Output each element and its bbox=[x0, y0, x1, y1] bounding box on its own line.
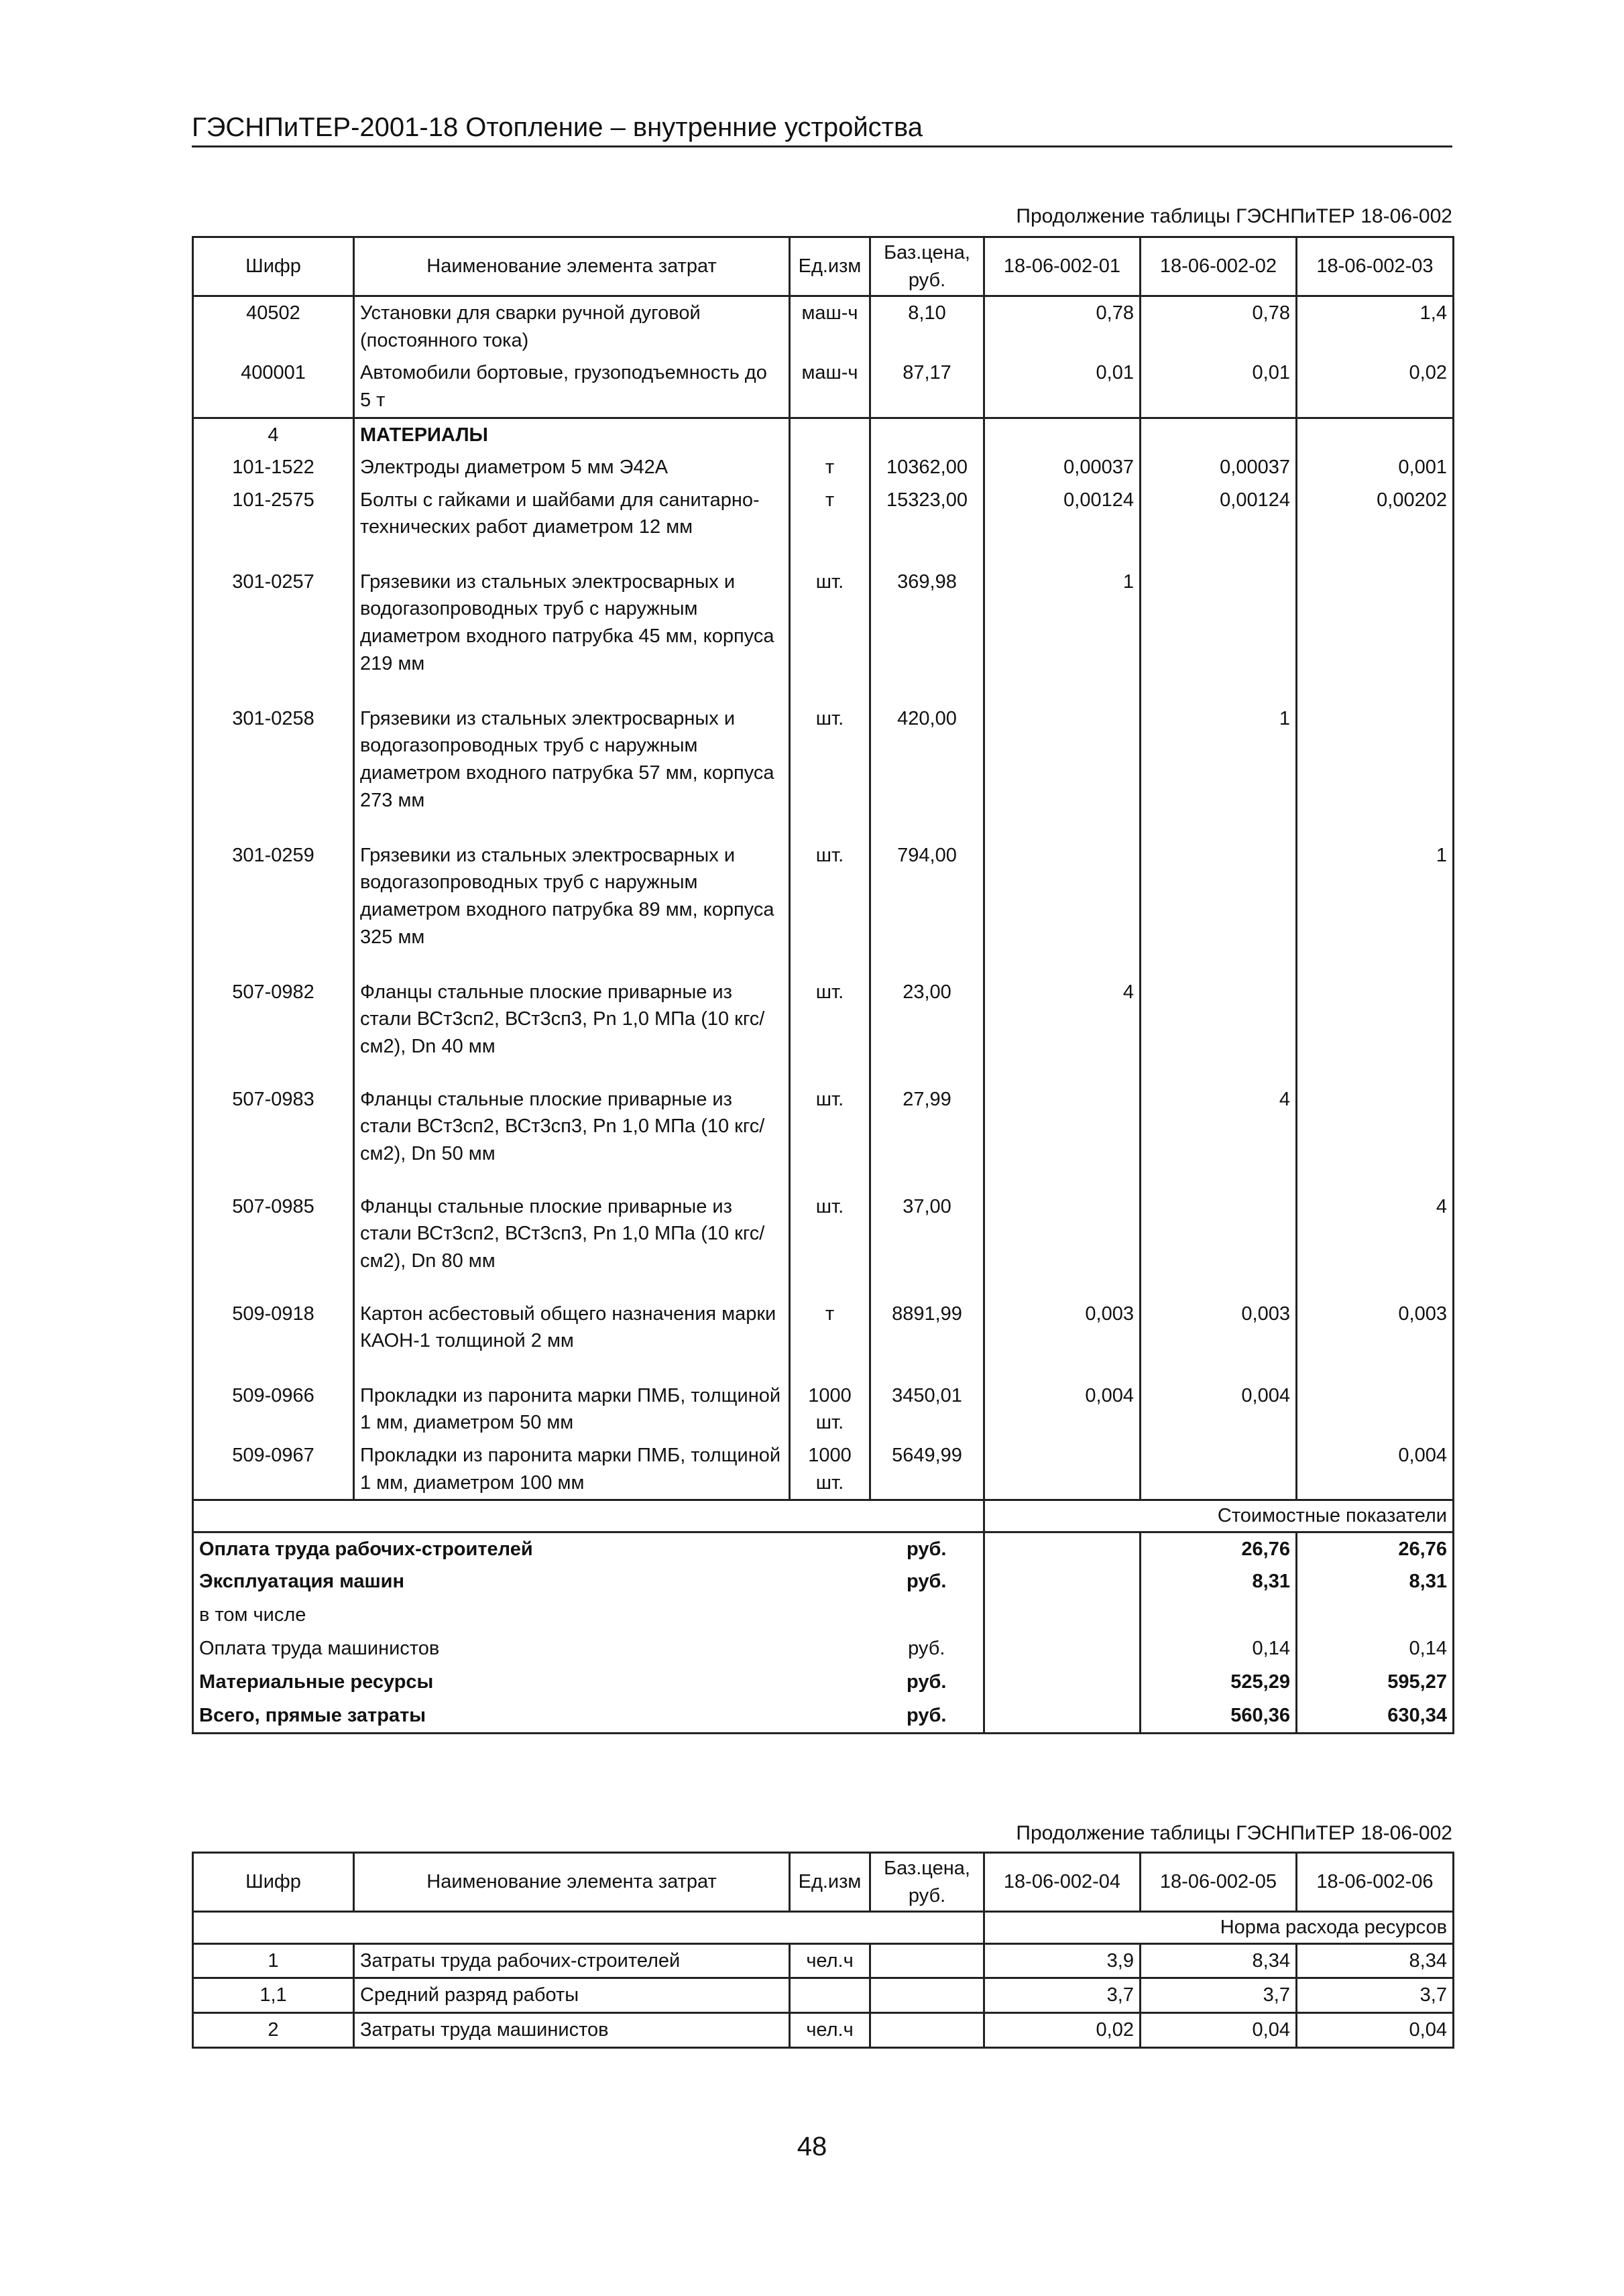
resource-price: 369,98 bbox=[870, 566, 984, 703]
resource-name: МАТЕРИАЛЫ bbox=[354, 418, 790, 451]
cost-row bbox=[193, 1565, 1454, 1599]
norm-value-04: 3,9 bbox=[984, 1943, 1141, 1978]
table-body bbox=[193, 1912, 1454, 2047]
cost-name: в том числе bbox=[193, 1599, 870, 1632]
cost-row bbox=[193, 1699, 1454, 1733]
cost-value-02: 8,31 bbox=[1297, 1565, 1454, 1599]
table-row bbox=[193, 418, 1454, 451]
resource-price: 87,17 bbox=[870, 357, 984, 418]
table-row bbox=[193, 484, 1454, 566]
norm-value-01 bbox=[984, 703, 1141, 839]
norm-value-03 bbox=[1297, 976, 1454, 1083]
norm-value-01 bbox=[984, 1083, 1141, 1191]
norm-value-03: 0,02 bbox=[1297, 357, 1454, 418]
resource-name: Электроды диаметром 5 мм Э42А bbox=[354, 451, 790, 484]
resource-code: 507-0982 bbox=[193, 976, 354, 1083]
resource-name: Грязевики из стальных электросварных и водогазопроводных труб с наружным диаметром входного патрубка 89 мм, корпуса 325 мм bbox=[354, 839, 790, 976]
cost-value-02: 0,14 bbox=[1297, 1632, 1454, 1666]
col-header-code: Шифр bbox=[193, 237, 354, 296]
col-header-name: Наименование элемента затрат bbox=[354, 237, 790, 296]
cost-value-01: 0,14 bbox=[1141, 1632, 1297, 1666]
norm-value-02 bbox=[1141, 839, 1297, 976]
norm-value-02 bbox=[1141, 1191, 1297, 1298]
resource-code: 507-0983 bbox=[193, 1083, 354, 1191]
cost-name: Эксплуатация машин bbox=[193, 1565, 870, 1599]
section-band-label: Стоимостные показатели bbox=[984, 1500, 1454, 1532]
cost-value-02: 26,76 bbox=[1297, 1532, 1454, 1565]
norm-value-02 bbox=[1141, 1439, 1297, 1500]
norm-value-02: 4 bbox=[1141, 1083, 1297, 1191]
norm-value-05: 3,7 bbox=[1141, 1978, 1297, 2013]
resource-unit: шт. bbox=[790, 839, 870, 976]
resource-price: 37,00 bbox=[870, 1191, 984, 1298]
col-header-norm-01: 18-06-002-01 bbox=[984, 237, 1141, 296]
resource-price: 10362,00 bbox=[870, 451, 984, 484]
section-band-row bbox=[193, 1912, 1454, 1944]
norm-value-02 bbox=[1141, 566, 1297, 703]
norm-value-02: 1 bbox=[1141, 703, 1297, 839]
resource-price: 5649,99 bbox=[870, 1439, 984, 1500]
cost-value-01: 26,76 bbox=[1141, 1532, 1297, 1565]
norm-value-06: 8,34 bbox=[1297, 1943, 1454, 1978]
resource-code: 507-0985 bbox=[193, 1191, 354, 1298]
cost-unit: руб. bbox=[870, 1532, 984, 1565]
resource-unit: маш-ч bbox=[790, 296, 870, 357]
cost-value-01: 560,36 bbox=[1141, 1699, 1297, 1733]
cost-value-01 bbox=[1141, 1599, 1297, 1632]
cost-price-empty bbox=[984, 1565, 1141, 1599]
resource-name: Прокладки из паронита марки ПМБ, толщиной 1 мм, диаметром 100 мм bbox=[354, 1439, 790, 1500]
resource-unit: т bbox=[790, 451, 870, 484]
resources-table bbox=[192, 236, 1454, 1734]
norm-value-03: 1 bbox=[1297, 839, 1454, 976]
norm-value-01: 0,00124 bbox=[984, 484, 1141, 566]
col-header-norm-04: 18-06-002-04 bbox=[984, 1853, 1141, 1912]
table-row bbox=[193, 1191, 1454, 1298]
norm-value-02 bbox=[1141, 418, 1297, 451]
resource-unit: чел.ч bbox=[790, 2012, 870, 2047]
resource-name: Автомобили бортовые, грузоподъемность до 5 т bbox=[354, 357, 790, 418]
resource-unit: чел.ч bbox=[790, 1943, 870, 1978]
cost-price-empty bbox=[984, 1666, 1141, 1699]
table-row bbox=[193, 1083, 1454, 1191]
resource-price bbox=[870, 418, 984, 451]
norm-value-01 bbox=[984, 839, 1141, 976]
norm-value-01: 4 bbox=[984, 976, 1141, 1083]
page-header: ГЭСНПиТЕР-2001-18 Отопление – внутренние устройства bbox=[192, 113, 1452, 147]
norm-value-03: 4 bbox=[1297, 1191, 1454, 1298]
resource-code: 40502 bbox=[193, 296, 354, 357]
cost-unit bbox=[870, 1599, 984, 1632]
table-row bbox=[193, 703, 1454, 839]
resource-code: 1,1 bbox=[193, 1978, 354, 2013]
norm-value-02: 0,01 bbox=[1141, 357, 1297, 418]
resource-unit bbox=[790, 418, 870, 451]
resource-unit bbox=[790, 1978, 870, 2013]
band-spacer bbox=[193, 1500, 984, 1532]
resource-price: 420,00 bbox=[870, 703, 984, 839]
resource-unit: шт. bbox=[790, 1191, 870, 1298]
norm-value-01 bbox=[984, 1439, 1141, 1500]
resource-name: Затраты труда машинистов bbox=[354, 2012, 790, 2047]
cost-price-empty bbox=[984, 1532, 1141, 1565]
resource-unit: т bbox=[790, 484, 870, 566]
cost-unit: руб. bbox=[870, 1632, 984, 1666]
col-header-unit: Ед.изм bbox=[790, 237, 870, 296]
resource-name: Фланцы стальные плоские приварные из стали ВСт3сп2, ВСт3сп3, Рn 1,0 МПа (10 кгс/см2), Dn 50 мм bbox=[354, 1083, 790, 1191]
cost-name: Оплата труда машинистов bbox=[193, 1632, 870, 1666]
cost-unit: руб. bbox=[870, 1699, 984, 1733]
cost-row bbox=[193, 1532, 1454, 1565]
resource-unit: 1000 шт. bbox=[790, 1439, 870, 1500]
cost-value-01: 8,31 bbox=[1141, 1565, 1297, 1599]
resource-unit: 1000 шт. bbox=[790, 1380, 870, 1439]
col-header-norm-03: 18-06-002-03 bbox=[1297, 237, 1454, 296]
table-continuation-caption: Продолжение таблицы ГЭСНПиТЕР 18-06-002 bbox=[1016, 205, 1452, 227]
resource-name: Средний разряд работы bbox=[354, 1978, 790, 2013]
norm-value-03: 0,001 bbox=[1297, 451, 1454, 484]
cost-price-empty bbox=[984, 1699, 1141, 1733]
norm-value-03 bbox=[1297, 1380, 1454, 1439]
norm-value-03 bbox=[1297, 1083, 1454, 1191]
resource-price bbox=[870, 1978, 984, 2013]
table-row bbox=[193, 1978, 1454, 2013]
table-row bbox=[193, 2012, 1454, 2047]
resource-code: 509-0918 bbox=[193, 1298, 354, 1380]
norm-value-04: 3,7 bbox=[984, 1978, 1141, 2013]
norm-value-03 bbox=[1297, 703, 1454, 839]
resource-code: 509-0966 bbox=[193, 1380, 354, 1439]
resource-unit: маш-ч bbox=[790, 357, 870, 418]
resource-price: 8,10 bbox=[870, 296, 984, 357]
resource-price bbox=[870, 2012, 984, 2047]
resource-unit: шт. bbox=[790, 1083, 870, 1191]
norm-value-02 bbox=[1141, 976, 1297, 1083]
norm-value-02: 0,78 bbox=[1141, 296, 1297, 357]
table-row bbox=[193, 1298, 1454, 1380]
norm-value-06: 0,04 bbox=[1297, 2012, 1454, 2047]
cost-row bbox=[193, 1666, 1454, 1699]
resource-unit: т bbox=[790, 1298, 870, 1380]
cost-name: Всего, прямые затраты bbox=[193, 1699, 870, 1733]
norm-value-02: 0,00037 bbox=[1141, 451, 1297, 484]
table-row bbox=[193, 1380, 1454, 1439]
norm-value-03 bbox=[1297, 418, 1454, 451]
resource-code: 301-0259 bbox=[193, 839, 354, 976]
cost-unit: руб. bbox=[870, 1565, 984, 1599]
resource-code: 1 bbox=[193, 1943, 354, 1978]
cost-unit: руб. bbox=[870, 1666, 984, 1699]
col-header-price: Баз.цена, руб. bbox=[870, 237, 984, 296]
norm-value-03: 0,004 bbox=[1297, 1439, 1454, 1500]
col-header-norm-02: 18-06-002-02 bbox=[1141, 237, 1297, 296]
norm-value-01: 0,00037 bbox=[984, 451, 1141, 484]
table-row bbox=[193, 451, 1454, 484]
norm-value-03: 1,4 bbox=[1297, 296, 1454, 357]
table-continuation-caption: Продолжение таблицы ГЭСНПиТЕР 18-06-002 bbox=[1016, 1822, 1452, 1844]
resource-code: 101-1522 bbox=[193, 451, 354, 484]
norm-value-04: 0,02 bbox=[984, 2012, 1141, 2047]
resource-name: Болты с гайками и шайбами для санитарно-технических работ диаметром 12 мм bbox=[354, 484, 790, 566]
cost-value-02 bbox=[1297, 1599, 1454, 1632]
page-number: 48 bbox=[797, 2132, 827, 2161]
norm-value-01: 1 bbox=[984, 566, 1141, 703]
norm-value-03: 0,00202 bbox=[1297, 484, 1454, 566]
norm-value-03: 0,003 bbox=[1297, 1298, 1454, 1380]
col-header-code: Шифр bbox=[193, 1853, 354, 1912]
table-row bbox=[193, 296, 1454, 357]
resource-price: 27,99 bbox=[870, 1083, 984, 1191]
cost-name: Оплата труда рабочих-строителей bbox=[193, 1532, 870, 1565]
norm-value-02: 0,00124 bbox=[1141, 484, 1297, 566]
col-header-norm-05: 18-06-002-05 bbox=[1141, 1853, 1297, 1912]
resource-unit: шт. bbox=[790, 566, 870, 703]
resource-price: 23,00 bbox=[870, 976, 984, 1083]
norm-value-02: 0,003 bbox=[1141, 1298, 1297, 1380]
table-row bbox=[193, 357, 1454, 418]
resource-price: 15323,00 bbox=[870, 484, 984, 566]
norm-value-01 bbox=[984, 1191, 1141, 1298]
cost-value-02: 595,27 bbox=[1297, 1666, 1454, 1699]
resource-price: 794,00 bbox=[870, 839, 984, 976]
resource-code: 400001 bbox=[193, 357, 354, 418]
resource-price: 3450,01 bbox=[870, 1380, 984, 1439]
resource-unit: шт. bbox=[790, 976, 870, 1083]
resource-code: 4 bbox=[193, 418, 354, 451]
norm-value-05: 0,04 bbox=[1141, 2012, 1297, 2047]
table-header-row bbox=[193, 237, 1454, 296]
table-row bbox=[193, 976, 1454, 1083]
norm-value-06: 3,7 bbox=[1297, 1978, 1454, 2013]
resource-unit: шт. bbox=[790, 703, 870, 839]
cost-name: Материальные ресурсы bbox=[193, 1666, 870, 1699]
resource-name: Установки для сварки ручной дуговой (постоянного тока) bbox=[354, 296, 790, 357]
resource-code: 301-0258 bbox=[193, 703, 354, 839]
resource-name: Картон асбестовый общего назначения марки КАОН-1 толщиной 2 мм bbox=[354, 1298, 790, 1380]
table-row bbox=[193, 1943, 1454, 1978]
norm-value-01: 0,01 bbox=[984, 357, 1141, 418]
table-header-row bbox=[193, 1853, 1454, 1912]
resource-name: Фланцы стальные плоские приварные из стали ВСт3сп2, ВСт3сп3, Рn 1,0 МПа (10 кгс/см2), Dn 80 мм bbox=[354, 1191, 790, 1298]
norm-value-01: 0,78 bbox=[984, 296, 1141, 357]
resource-name: Грязевики из стальных электросварных и водогазопроводных труб с наружным диаметром входного патрубка 45 мм, корпуса 219 мм bbox=[354, 566, 790, 703]
resource-price: 8891,99 bbox=[870, 1298, 984, 1380]
table-row bbox=[193, 566, 1454, 703]
resource-price bbox=[870, 1943, 984, 1978]
cost-value-02: 630,34 bbox=[1297, 1699, 1454, 1733]
col-header-name: Наименование элемента затрат bbox=[354, 1853, 790, 1912]
resource-name: Грязевики из стальных электросварных и водогазопроводных труб с наружным диаметром входного патрубка 57 мм, корпуса 273 мм bbox=[354, 703, 790, 839]
resource-code: 2 bbox=[193, 2012, 354, 2047]
cost-row bbox=[193, 1632, 1454, 1666]
col-header-norm-06: 18-06-002-06 bbox=[1297, 1853, 1454, 1912]
norm-value-02: 0,004 bbox=[1141, 1380, 1297, 1439]
norm-value-01: 0,003 bbox=[984, 1298, 1141, 1380]
norm-value-01 bbox=[984, 418, 1141, 451]
cost-price-empty bbox=[984, 1632, 1141, 1666]
resource-code: 301-0257 bbox=[193, 566, 354, 703]
section-band-label: Норма расхода ресурсов bbox=[984, 1912, 1454, 1944]
cost-row bbox=[193, 1599, 1454, 1632]
norm-value-05: 8,34 bbox=[1141, 1943, 1297, 1978]
norm-value-01: 0,004 bbox=[984, 1380, 1141, 1439]
col-header-price: Баз.цена, руб. bbox=[870, 1853, 984, 1912]
band-spacer bbox=[193, 1912, 984, 1944]
resource-name: Прокладки из паронита марки ПМБ, толщиной 1 мм, диаметром 50 мм bbox=[354, 1380, 790, 1439]
cost-value-01: 525,29 bbox=[1141, 1666, 1297, 1699]
labor-norms-table bbox=[192, 1852, 1454, 2049]
cost-price-empty bbox=[984, 1599, 1141, 1632]
table-row bbox=[193, 1439, 1454, 1500]
table-row bbox=[193, 839, 1454, 976]
col-header-unit: Ед.изм bbox=[790, 1853, 870, 1912]
norm-value-03 bbox=[1297, 566, 1454, 703]
resource-name: Затраты труда рабочих-строителей bbox=[354, 1943, 790, 1978]
resource-name: Фланцы стальные плоские приварные из стали ВСт3сп2, ВСт3сп3, Рn 1,0 МПа (10 кгс/см2), Dn 40 мм bbox=[354, 976, 790, 1083]
resource-code: 101-2575 bbox=[193, 484, 354, 566]
section-band-row bbox=[193, 1500, 1454, 1532]
resource-code: 509-0967 bbox=[193, 1439, 354, 1500]
table-body bbox=[193, 296, 1454, 1734]
